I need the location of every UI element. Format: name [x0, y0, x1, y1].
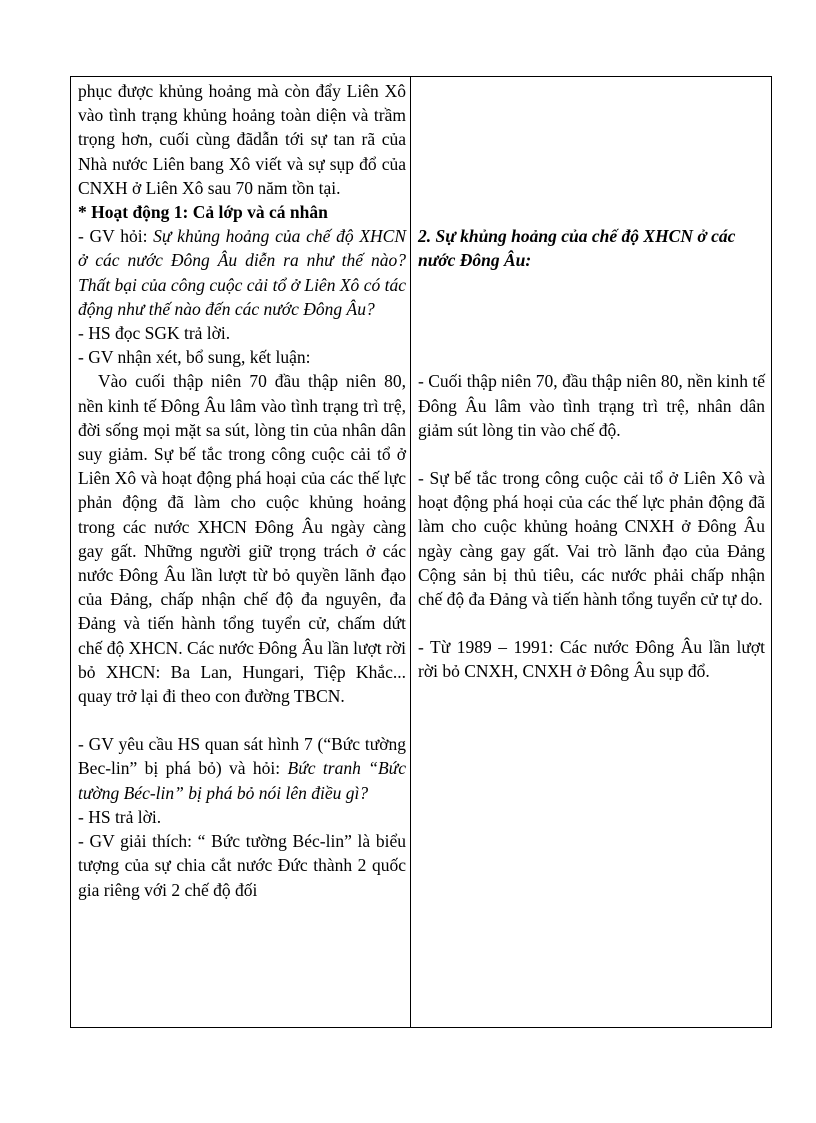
teacher-activities-cell — [71, 77, 411, 1028]
question-prefix: - GV yêu cầu HS quan sát hình 7 (“Bức tường Bec-lin” bị phá bỏ) và hỏi: — [78, 734, 406, 779]
teacher-conclude-line: - GV nhận xét, bổ sung, kết luận: — [78, 347, 311, 368]
teacher-question-2 — [78, 732, 406, 805]
lesson-table — [70, 76, 772, 1028]
spacer — [78, 708, 406, 732]
spacer — [418, 79, 765, 224]
student-answer-line: - HS trả lời. — [78, 806, 162, 827]
question-text: Sự khủng hoảng của chế độ XHCN ở các nước Đông Âu diễn ra như thế nào? Thất bại của công cuộc cải tổ ở Liên Xô có tác động như thế nào đến các nước Đông Âu? — [78, 226, 406, 319]
table-row — [71, 77, 772, 1028]
content-cell — [411, 77, 772, 1028]
spacer — [418, 442, 765, 466]
section-title: 2. Sự khủng hoảng của chế độ XHCN ở các nước Đông Âu: — [418, 226, 736, 271]
student-read-line: - HS đọc SGK trả lời. — [78, 323, 231, 344]
content-point-3: - Từ 1989 – 1991: Các nước Đông Âu lần lượt rời bỏ CNXH, CNXH ở Đông Âu sụp đổ. — [418, 637, 765, 682]
content-point-2: - Sự bế tắc trong công cuộc cải tổ ở Liên Xô và hoạt động phá hoại của các thế lực phản động đã làm cho cuộc khủng hoảng CNXH ở Đông Âu ngày càng gay gất. Vai trò lãnh đạo của Đảng Cộng sản bị thủ tiêu, các nước phải chấp nhận chế độ đa Đảng và tiến hành tổng tuyển cử tự do. — [418, 468, 765, 610]
question-prefix: - GV hỏi: — [78, 226, 154, 247]
spacer — [418, 611, 765, 635]
teacher-explain-paragraph: - GV giải thích: “ Bức tường Béc-lin” là biểu tượng của sự chia cắt nước Đức thành 2 quốc gia riêng với 2 chế độ đối — [78, 831, 406, 900]
teacher-question-1 — [78, 224, 406, 321]
question-text: Bức tranh “Bức tường Béc-lin” bị phá bỏ nói lên điều gì? — [78, 758, 406, 803]
activity-heading: * Hoạt động 1: Cả lớp và cá nhân — [78, 202, 328, 223]
continuation-paragraph: phục được khủng hoảng mà còn đẩy Liên Xô vào tình trạng khủng hoảng toàn diện và trầm trọng hơn, cuối cùng đãdẫn tới sự tan rã của Nhà nước Liên bang Xô viết và sự sụp đổ của CNXH ở Liên Xô sau 70 năm tồn tại. — [78, 81, 406, 198]
conclusion-paragraph: Vào cuối thập niên 70 đầu thập niên 80, nền kinh tế Đông Âu lâm vào tình trạng trì trệ, đời sống mọi mặt sa sút, lòng tin của nhân dân suy giảm. Sự bế tắc trong công cuộc cải tổ ở Liên Xô và hoạt động phá hoại của các thế lực phản động đã làm cho cuộc khủng hoảng trong các nước XHCN Đông Âu ngày càng gay gất. Những người giữ trọng trách ở các nước Đông Âu lần lượt từ bỏ quyền lãnh đạo của Đảng, chấp nhận chế độ đa nguyên, đa Đảng và tiến hành tổng tuyển cử, chấm dứt chế độ XHCN. Các nước Đông Âu lần lượt rời bỏ XHCN: Ba Lan, Hungari, Tiệp Khắc... quay trở lại đi theo con đường TBCN. — [78, 371, 406, 707]
spacer — [418, 272, 765, 369]
content-point-1: - Cuối thập niên 70, đầu thập niên 80, nền kinh tế Đông Âu lâm vào tình trạng trì trệ, nhân dân giảm sút lòng tin vào chế độ. — [418, 371, 765, 440]
